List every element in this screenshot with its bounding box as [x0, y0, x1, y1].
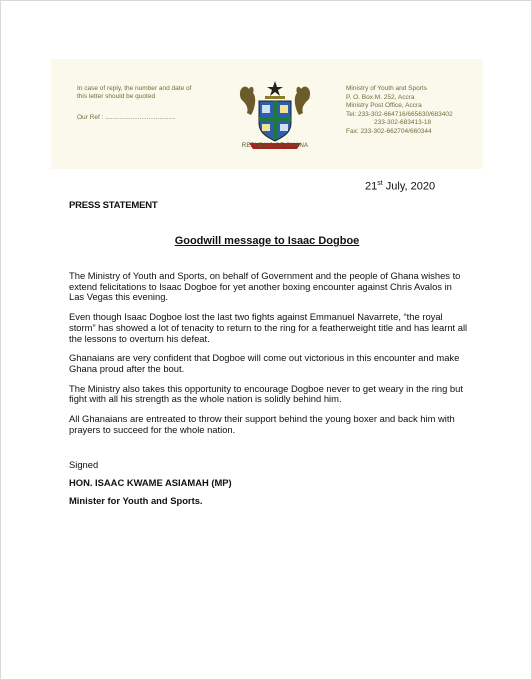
letterhead: [51, 59, 483, 169]
address-line: Tel: 233-302-664716/665630/683402: [346, 110, 453, 118]
date-day: 21: [365, 180, 378, 193]
body-paragraph: Ghanaians are very confident that Dogboe will come out victorious in this encounter and make Ghana proud after the bout.: [69, 352, 460, 374]
statement-date: [365, 180, 435, 193]
signed-label: Signed: [69, 459, 99, 470]
address-line: P. O. Box M. 252, Accra: [346, 93, 415, 101]
signatory-name: HON. ISAAC KWAME ASIAMAH (MP): [69, 477, 232, 488]
address-line: Ministry Post Office, Accra: [346, 102, 422, 110]
statement-title: Goodwill message to Isaac Dogboe: [174, 235, 360, 247]
press-statement-label: PRESS STATEMENT: [69, 200, 158, 211]
statement-body: [69, 271, 469, 444]
reply-instructions: [77, 85, 195, 122]
ghana-coat-of-arms-icon: [235, 79, 315, 151]
date-suffix: st: [377, 180, 383, 187]
body-paragraph: All Ghanaians are entreated to throw their support behind the young boxer and back him with prayers to succeed for the whole nation.: [69, 413, 455, 435]
crest-caption: REPUBLIC OF GHANA: [241, 143, 309, 149]
address-line: Ministry of Youth and Sports: [346, 85, 427, 92]
signatory-position: Minister for Youth and Sports.: [69, 495, 203, 506]
body-paragraph: The Ministry of Youth and Sports, on behalf of Government and the people of Ghana wishes to extend felicitations to Isaac Dogboe for yet another boxing encounter against Chris Avalos in Las Vegas this evening.: [69, 270, 461, 303]
date-rest: July, 2020: [382, 180, 436, 193]
reference-line: Our Ref : .......................................: [77, 114, 176, 121]
body-paragraph: The Ministry also takes this opportunity to encourage Dogboe never to get weary in the ring but fight with all his strength as the whole nation is solidly behind him.: [69, 382, 463, 405]
reply-note: In case of reply, the number and date of this letter should be quoted: [77, 85, 192, 100]
address-line: 233-302-683413-18: [374, 119, 432, 127]
ministry-address: [346, 85, 476, 137]
body-paragraph: Even though Isaac Dogboe lost the last two fights against Emmanuel Navarrete, “the royal storm” has showed a lot of tenacity to return to the ring for a featherweight title and has learnt all the lessons to overturn his defeat.: [69, 311, 468, 344]
address-line: Fax: 233-302-662704/660344: [346, 127, 432, 135]
